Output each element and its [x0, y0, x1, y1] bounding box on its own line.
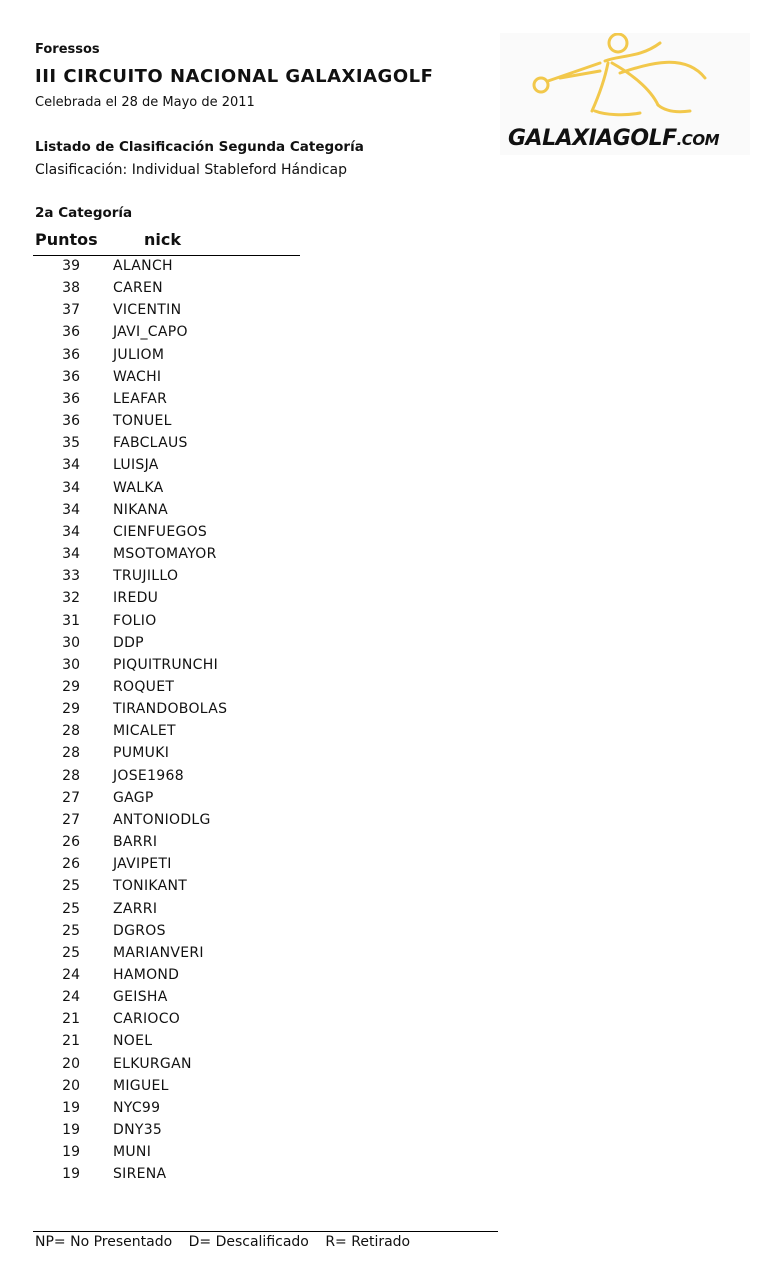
table-row	[0, 943, 400, 965]
row-points: 31	[62, 612, 80, 629]
row-points: 28	[62, 767, 80, 784]
row-nick: HAMOND	[113, 967, 180, 983]
row-points: 19	[62, 1099, 80, 1116]
row-points: 36	[62, 413, 80, 430]
row-points: 26	[62, 856, 80, 873]
brand-wordmark: GALAXIAGOLF.COM	[508, 126, 719, 151]
row-nick: ALANCH	[113, 258, 173, 274]
table-row	[0, 854, 400, 876]
row-nick: NIKANA	[113, 501, 168, 518]
table-row	[0, 367, 400, 389]
row-points: 34	[62, 546, 80, 563]
row-nick: BARRI	[113, 834, 158, 851]
row-points: 36	[62, 390, 80, 407]
row-nick: PUMUKI	[113, 745, 170, 762]
row-nick: MIGUEL	[113, 1077, 169, 1094]
row-points: 21	[62, 1011, 80, 1028]
table-row	[0, 921, 400, 943]
row-points: 19	[62, 1166, 80, 1183]
page-title: III CIRCUITO NACIONAL GALAXIAGOLF	[35, 66, 434, 87]
table-row	[0, 1164, 400, 1186]
row-nick: WACHI	[113, 368, 162, 385]
row-points: 26	[62, 834, 80, 851]
row-points: 20	[62, 1077, 80, 1094]
row-points: 33	[62, 568, 80, 585]
column-header-points: Puntos	[35, 230, 98, 249]
table-row	[0, 1009, 400, 1031]
table-row	[0, 256, 400, 278]
row-nick: ELKURGAN	[113, 1055, 192, 1072]
row-nick: DGROS	[113, 922, 166, 939]
table-row	[0, 411, 400, 433]
row-nick: MSOTOMAYOR	[113, 546, 217, 563]
club-name: Foressos	[35, 42, 100, 57]
row-nick: GEISHA	[113, 989, 168, 1006]
legend-r: R= Retirado	[325, 1234, 411, 1250]
row-nick: WALKA	[113, 479, 164, 496]
row-nick: ANTONIODLG	[113, 811, 211, 828]
row-nick: GAGP	[113, 789, 154, 806]
row-points: 37	[62, 302, 80, 319]
row-nick: TONIKANT	[113, 878, 188, 895]
row-nick: JAVI_CAPO	[113, 324, 188, 341]
table-row	[0, 1120, 400, 1142]
table-row	[0, 721, 400, 743]
row-nick: JAVIPETI	[113, 856, 172, 873]
row-points: 38	[62, 280, 80, 297]
table-row	[0, 544, 400, 566]
row-nick: SIRENA	[113, 1166, 167, 1183]
table-row	[0, 1076, 400, 1098]
row-points: 19	[62, 1144, 80, 1161]
row-nick: FABCLAUS	[113, 435, 188, 452]
table-row	[0, 655, 400, 677]
event-date: Celebrada el 28 de Mayo de 2011	[35, 95, 255, 110]
row-points: 24	[62, 989, 80, 1006]
table-row	[0, 766, 400, 788]
table-row	[0, 389, 400, 411]
table-row	[0, 1031, 400, 1053]
classification-table	[0, 256, 400, 1187]
table-row	[0, 433, 400, 455]
row-points: 34	[62, 523, 80, 540]
row-nick: DNY35	[113, 1122, 163, 1139]
row-nick: DDP	[113, 634, 144, 651]
table-row	[0, 1054, 400, 1076]
row-points: 36	[62, 324, 80, 341]
row-points: 21	[62, 1033, 80, 1050]
table-row	[0, 876, 400, 898]
table-row	[0, 1098, 400, 1120]
table-row	[0, 832, 400, 854]
row-nick: MARIANVERI	[113, 944, 204, 961]
row-points: 29	[62, 678, 80, 695]
table-row	[0, 743, 400, 765]
row-points: 34	[62, 457, 80, 474]
row-nick: CARIOCO	[113, 1011, 181, 1028]
row-nick: NYC99	[113, 1099, 161, 1116]
row-nick: CAREN	[113, 280, 163, 297]
row-points: 39	[62, 258, 80, 274]
table-row	[0, 478, 400, 500]
row-points: 24	[62, 967, 80, 983]
row-nick: MUNI	[113, 1144, 152, 1161]
row-points: 27	[62, 811, 80, 828]
category-label: 2a Categoría	[35, 205, 133, 221]
table-row	[0, 1142, 400, 1164]
table-row	[0, 345, 400, 367]
table-row	[0, 611, 400, 633]
row-points: 34	[62, 479, 80, 496]
table-row	[0, 633, 400, 655]
galaxiagolf-logo	[500, 33, 750, 155]
golfer-swing-icon	[500, 33, 750, 128]
row-points: 20	[62, 1055, 80, 1072]
legend-np: NP= No Presentado	[35, 1234, 173, 1250]
row-nick: TRUJILLO	[113, 568, 179, 585]
row-points: 28	[62, 723, 80, 740]
row-nick: MICALET	[113, 723, 176, 740]
column-header-nick: nick	[144, 230, 181, 249]
footer-divider	[33, 1231, 498, 1232]
row-nick: ZARRI	[113, 900, 158, 917]
row-points: 19	[62, 1122, 80, 1139]
table-row	[0, 987, 400, 1009]
table-row	[0, 810, 400, 832]
legend-d: D= Descalificado	[188, 1234, 309, 1250]
row-points: 27	[62, 789, 80, 806]
row-nick: CIENFUEGOS	[113, 523, 208, 540]
row-nick: TIRANDOBOLAS	[113, 701, 228, 718]
row-points: 28	[62, 745, 80, 762]
table-row	[0, 300, 400, 322]
table-row	[0, 455, 400, 477]
table-row	[0, 322, 400, 344]
row-points: 32	[62, 590, 80, 607]
table-row	[0, 278, 400, 300]
row-nick: JOSE1968	[113, 767, 184, 784]
table-row	[0, 588, 400, 610]
row-nick: VICENTIN	[113, 302, 182, 319]
row-nick: ROQUET	[113, 678, 175, 695]
row-nick: LEAFAR	[113, 390, 168, 407]
row-nick: JULIOM	[113, 346, 165, 363]
table-row	[0, 677, 400, 699]
row-points: 25	[62, 944, 80, 961]
row-points: 25	[62, 878, 80, 895]
row-points: 36	[62, 368, 80, 385]
list-title: Listado de Clasificación Segunda Categoría	[35, 139, 364, 155]
row-nick: NOEL	[113, 1033, 153, 1050]
row-nick: FOLIO	[113, 612, 157, 629]
row-nick: LUISJA	[113, 457, 159, 474]
classification-type: Clasificación: Individual Stableford Hándicap	[35, 162, 347, 178]
row-nick: TONUEL	[113, 413, 172, 430]
table-row	[0, 899, 400, 921]
row-points: 30	[62, 656, 80, 673]
row-points: 30	[62, 634, 80, 651]
table-row	[0, 788, 400, 810]
row-points: 25	[62, 922, 80, 939]
row-points: 29	[62, 701, 80, 718]
table-row	[0, 699, 400, 721]
row-points: 25	[62, 900, 80, 917]
row-points: 36	[62, 346, 80, 363]
table-row	[0, 965, 400, 987]
table-row	[0, 566, 400, 588]
legend	[35, 1234, 422, 1250]
row-nick: PIQUITRUNCHI	[113, 656, 218, 673]
table-row	[0, 500, 400, 522]
row-nick: IREDU	[113, 590, 159, 607]
row-points: 34	[62, 501, 80, 518]
row-points: 35	[62, 435, 80, 452]
table-row	[0, 522, 400, 544]
